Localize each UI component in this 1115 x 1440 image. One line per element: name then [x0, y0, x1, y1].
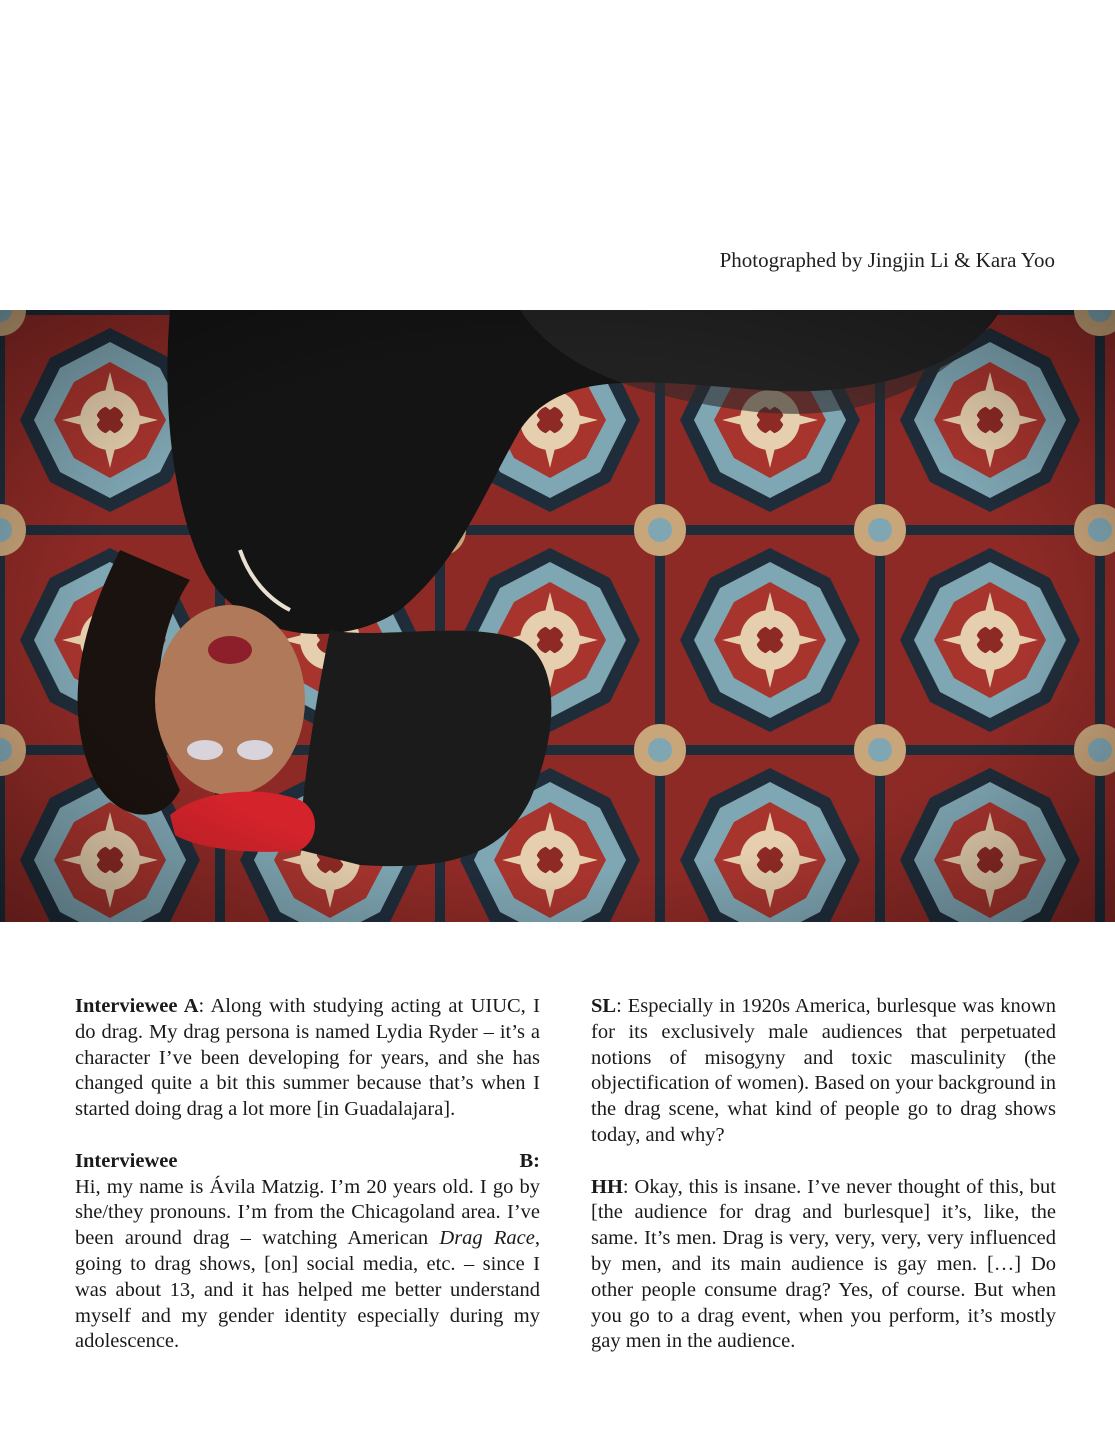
speaker-label-letter: B:	[519, 1149, 540, 1172]
portrait-photo-on-patterned-rug-icon	[0, 310, 1115, 922]
answer-interviewee-b	[75, 1149, 540, 1355]
feature-photo	[0, 310, 1115, 922]
answer-hh	[591, 1175, 1056, 1356]
speaker-label-row	[75, 1149, 540, 1175]
paragraph-text: : Along with studying acting at UIUC, I do drag. My drag persona is named Lydia Ryder – it’s a character I’ve been developing for years, and she has changed quite a bit this summer because that’s when I started doing drag a lot more [in Guadalajara].	[75, 995, 541, 1121]
show-title: Drag Race	[439, 1227, 535, 1250]
question-sl	[591, 994, 1056, 1149]
paragraph-text: : Okay, this is insane. I’ve never thought of this, but [the audience for drag and burlesque] it’s, like, the same. It’s men. Drag is very, very, very, very influenced by men, and its main audience is gay men. […] Do other people consume drag? Yes, of course. But when you go to a drag event, when you perform, it’s mostly gay men in the audience.	[591, 1175, 1056, 1353]
speaker-label: Interviewee A	[75, 995, 199, 1017]
speaker-label: HH	[591, 1175, 623, 1198]
paragraph-text: : Especially in 1920s America, burlesque was known for its exclusively male audiences that perpetuated notions of misogyny and toxic masculinity (the objectification of women). Based on your background in the drag scene, what kind of people go to drag shows today, and why?	[591, 995, 1056, 1146]
paragraph-text: Hi, my name is Ávila Matzig. I’m 20 years old. I go by she/they pronouns. I’m from the Chicagoland area. I’ve been around drag – watching American Drag Race, going to drag shows, [on] social media, etc. – since I was about 13, and it has helped me better understand myself and my gender identity especially during my adolescence.	[75, 1175, 540, 1353]
speaker-label: SL	[591, 995, 617, 1017]
right-column	[591, 994, 1056, 1381]
photo-credit: Photographed by Jingjin Li & Kara Yoo	[719, 248, 1055, 272]
left-column	[75, 994, 540, 1381]
answer-interviewee-a	[75, 994, 540, 1123]
speaker-label: Interviewee	[75, 1149, 178, 1172]
